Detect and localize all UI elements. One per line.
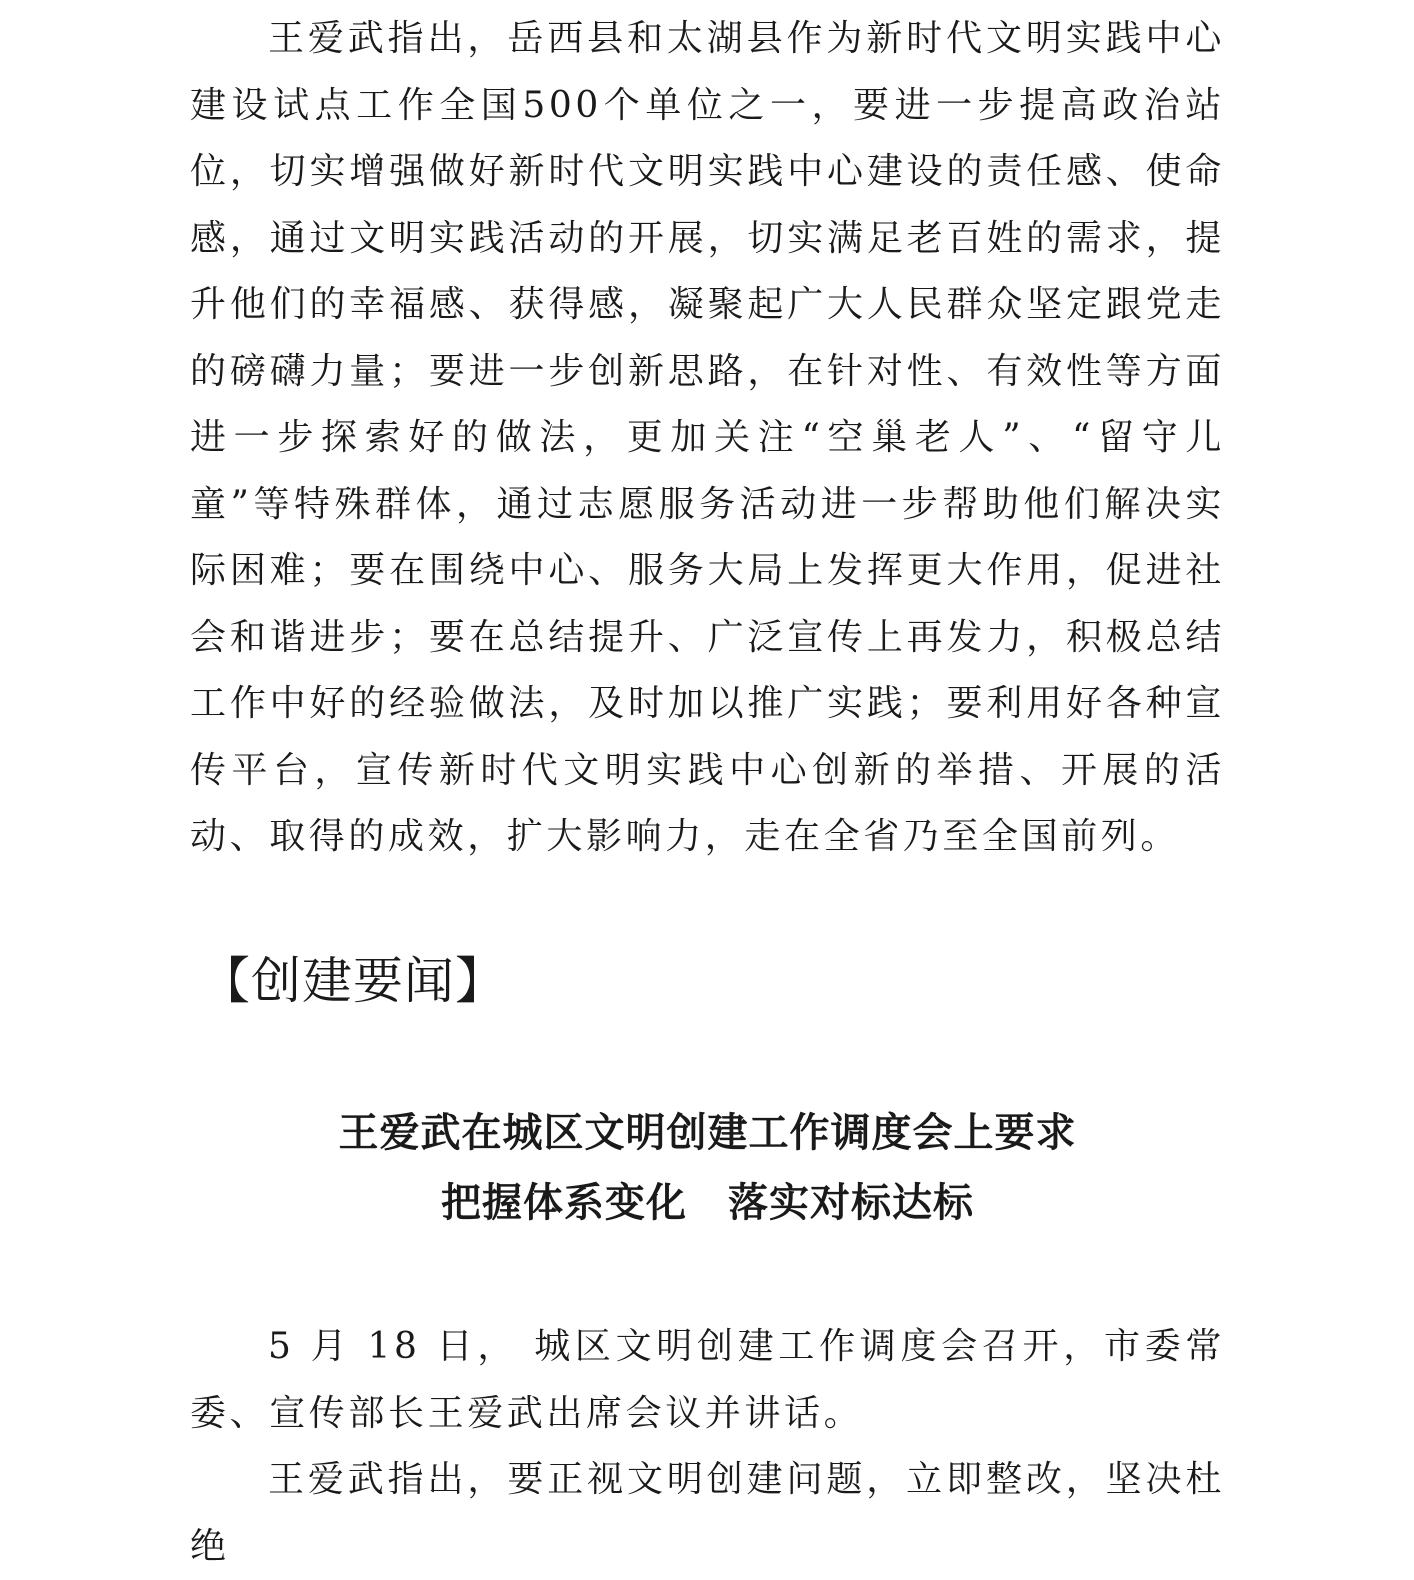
article-title-line: 王爱武在城区文明创建工作调度会上要求 [338, 1109, 1077, 1156]
body-paragraph: 5 月 18 日， 城区文明创建工作调度会召开，市委常委、宣传部长王爱武出席会议并讲话。 [190, 1326, 1225, 1434]
body-paragraph: 王爱武指出，岳西县和太湖县作为新时代文明实践中心建设试点工作全国500个单位之一，要进一步提高政治站位，切实增强做好新时代文明实践中心建设的责任感、使命感，通过文明实践活动的开展，切实满足老百姓的需求，提升他们的幸福感、获得感，凝聚起广大人民群众坚定跟党走的磅礴力量；要进一步创新思路，在针对性、有效性等方面进一步探索好的做法，更加关注“空巢老人”、“留守儿童”等特殊群体，通过志愿服务活动进一步帮助他们解决实际困难；要在围绕中心、服务大局上发挥更大作用，促进社会和谐进步；要在总结提升、广泛宣传上再发力，积极总结工作中好的经验做法，及时加以推广实践；要利用好各种宣传平台，宣传新时代文明实践中心创新的举措、开展的活动、取得的成效，扩大影响力，走在全省乃至全国前列。 [190, 18, 1225, 857]
article-body [190, 1314, 1225, 1580]
article-subtitle-line: 把握体系变化 落实对标达标 [441, 1179, 974, 1226]
article-title [190, 1098, 1225, 1238]
section-heading: 【创建要闻】 [200, 952, 506, 1010]
intro-paragraph-block [190, 6, 1225, 871]
body-paragraph: 王爱武指出，要正视文明创建问题，立即整改，坚决杜绝 [190, 1459, 1225, 1567]
